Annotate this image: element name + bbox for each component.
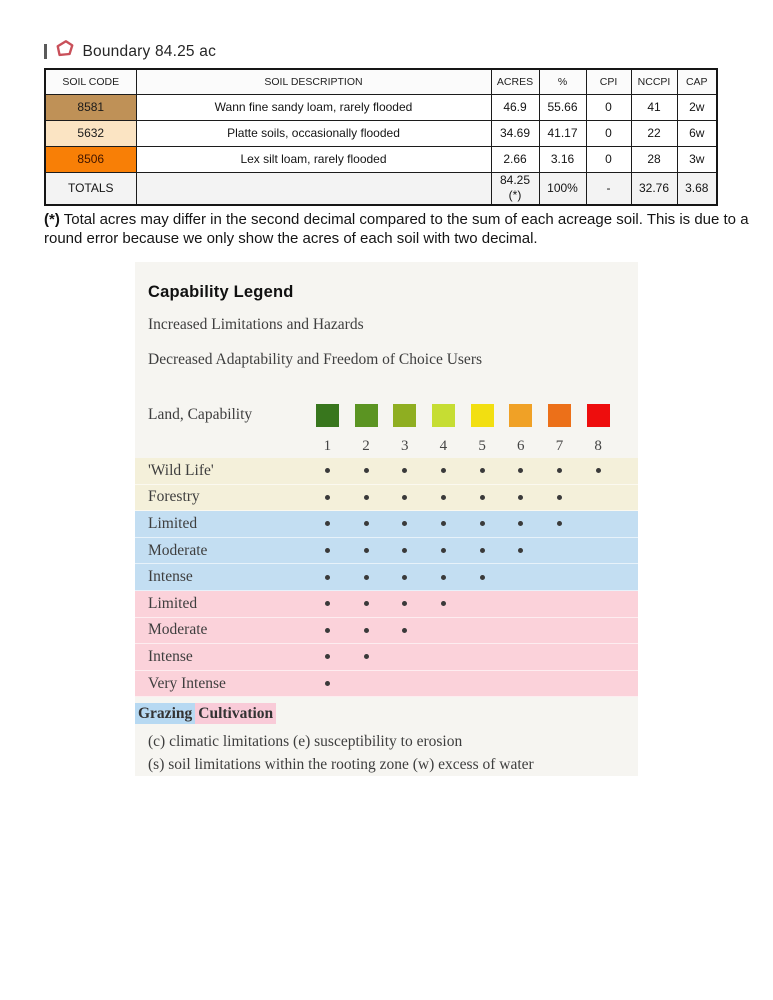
capability-dot	[441, 548, 446, 553]
soil-description-cell: Lex silt loam, rarely flooded	[136, 146, 491, 172]
percent-cell: 3.16	[539, 146, 586, 172]
capability-dot	[480, 548, 485, 553]
capability-dot-cell	[501, 521, 540, 526]
capability-dot	[402, 495, 407, 500]
capability-dot	[364, 521, 369, 526]
table-row	[45, 120, 717, 146]
capability-dot	[325, 548, 330, 553]
capability-row-grazing	[135, 564, 638, 591]
footnote-text: Total acres may differ in the second decimal compared to the sum of each acreage soil. This is due to a round error because we only show the acres of each soil with two decimal.	[44, 211, 749, 248]
col-header-cpi: CPI	[586, 69, 631, 94]
decreased-adaptability-label: Decreased Adaptability and Freedom of Choice Users	[148, 351, 483, 368]
capability-dot-cell	[385, 548, 424, 553]
capability-dot	[325, 601, 330, 606]
class-swatch-cell	[424, 404, 463, 427]
class-color-swatch	[587, 404, 610, 427]
capability-dot-cell	[308, 575, 347, 580]
nccpi-cell: 22	[631, 120, 677, 146]
totals-row	[45, 172, 717, 205]
capability-dot-cell	[424, 575, 463, 580]
class-number-row	[135, 436, 638, 456]
capability-dot-cell	[424, 601, 463, 606]
acres-cell: 46.9	[491, 94, 539, 120]
capability-row-label: Intense	[148, 568, 193, 586]
col-header-cap: CAP	[677, 69, 717, 94]
cpi-cell: 0	[586, 94, 631, 120]
capability-dot	[364, 601, 369, 606]
capability-dot	[557, 495, 562, 500]
land-capability-label: Land, Capability	[148, 406, 253, 423]
capability-dot-cell	[308, 601, 347, 606]
capability-dot-cell	[347, 628, 386, 633]
capability-row-label: Limited	[148, 594, 198, 612]
capability-dot-cell	[308, 521, 347, 526]
land-use-key	[135, 705, 276, 723]
col-header-acres: ACRES	[491, 69, 539, 94]
capability-dot	[402, 601, 407, 606]
capability-dot	[325, 468, 330, 473]
percent-cell: 55.66	[539, 94, 586, 120]
capability-dot-cell	[501, 468, 540, 473]
capability-row-grazing	[135, 538, 638, 565]
capability-dot-cell	[347, 468, 386, 473]
class-number-label: 2	[362, 437, 370, 454]
capability-dot-cell	[308, 628, 347, 633]
capability-dot	[441, 495, 446, 500]
capability-matrix	[135, 458, 638, 697]
capability-dot-cell	[540, 521, 579, 526]
capability-dot-cell	[347, 548, 386, 553]
capability-dot-cell	[385, 601, 424, 606]
capability-dot-cell	[347, 521, 386, 526]
col-header-nccpi: NCCPI	[631, 69, 677, 94]
boundary-header	[44, 39, 216, 64]
class-number-label: 8	[594, 437, 602, 454]
grazing-key-label: Grazing	[135, 703, 195, 724]
table-row	[45, 146, 717, 172]
capability-dot	[441, 521, 446, 526]
class-swatch-cell	[463, 404, 502, 427]
capability-row-cultivation	[135, 671, 638, 698]
capability-dot-cell	[501, 548, 540, 553]
class-swatch-cell	[540, 404, 579, 427]
class-swatch-cell	[501, 404, 540, 427]
capability-dot-cell	[463, 468, 502, 473]
soil-table-header	[45, 69, 717, 94]
capability-row-label: Moderate	[148, 541, 208, 559]
capability-dot-cell	[463, 521, 502, 526]
totals-cap: 3.68	[677, 172, 717, 205]
capability-dot	[441, 575, 446, 580]
cap-cell: 6w	[677, 120, 717, 146]
capability-dot	[325, 495, 330, 500]
soil-description-cell: Platte soils, occasionally flooded	[136, 120, 491, 146]
capability-row-forestry	[135, 485, 638, 512]
capability-dot	[364, 575, 369, 580]
capability-dot	[325, 681, 330, 686]
class-color-swatch	[393, 404, 416, 427]
capability-dot	[557, 521, 562, 526]
class-color-swatch	[548, 404, 571, 427]
soil-code-cell: 8506	[45, 146, 136, 172]
capability-dot-cell	[308, 468, 347, 473]
capability-dot-cell	[540, 495, 579, 500]
capability-dot-cell	[579, 468, 618, 473]
soil-code-cell: 5632	[45, 120, 136, 146]
totals-cpi: -	[586, 172, 631, 205]
class-number-label: 7	[555, 437, 564, 454]
cursor-bar-icon	[44, 44, 47, 59]
capability-dot	[402, 575, 407, 580]
totals-acres: 84.25(*)	[491, 172, 539, 205]
class-number-label: 3	[400, 437, 409, 454]
col-header-percent: %	[539, 69, 586, 94]
capability-row-label: Limited	[148, 514, 198, 532]
capability-dot-cell	[424, 495, 463, 500]
capability-dot-cell	[385, 521, 424, 526]
class-swatch-cell	[385, 404, 424, 427]
capability-dot	[441, 601, 446, 606]
capability-row-label: Very Intense	[148, 674, 226, 692]
acres-cell: 34.69	[491, 120, 539, 146]
capability-row-cultivation	[135, 591, 638, 618]
capability-row-label: Forestry	[148, 488, 200, 506]
class-color-swatch	[509, 404, 532, 427]
capability-dot	[402, 628, 407, 633]
capability-dot-cell	[463, 575, 502, 580]
class-number-label: 6	[517, 437, 525, 454]
capability-row-label: Moderate	[148, 621, 208, 639]
footnote-marker: (*)	[44, 211, 60, 228]
capability-dot	[364, 468, 369, 473]
acres-footnote	[44, 210, 752, 248]
capability-dot	[364, 654, 369, 659]
class-number-label: 4	[439, 437, 448, 454]
class-number-label: 1	[323, 437, 332, 454]
totals-label: TOTALS	[45, 172, 136, 205]
limitations-note-1: (c) climatic limitations (e) susceptibility to erosion	[148, 733, 463, 750]
nccpi-cell: 28	[631, 146, 677, 172]
capability-row-wildlife	[135, 458, 638, 485]
totals-percent: 100%	[539, 172, 586, 205]
capability-dot	[364, 495, 369, 500]
capability-dot	[480, 495, 485, 500]
soil-code-cell: 8581	[45, 94, 136, 120]
capability-dot	[325, 575, 330, 580]
cpi-cell: 0	[586, 146, 631, 172]
capability-dot	[325, 521, 330, 526]
capability-dot	[518, 468, 523, 473]
capability-dot-cell	[347, 575, 386, 580]
capability-dot	[480, 468, 485, 473]
capability-row-grazing	[135, 511, 638, 538]
capability-legend-section	[135, 262, 638, 776]
capability-dot-cell	[463, 495, 502, 500]
capability-dot-cell	[308, 681, 347, 686]
capability-row-cultivation	[135, 618, 638, 645]
capability-dot	[402, 548, 407, 553]
capability-row-label: Intense	[148, 647, 193, 665]
capability-dot	[364, 628, 369, 633]
capability-dot-cell	[501, 495, 540, 500]
class-swatch-cell	[579, 404, 618, 427]
capability-dot	[518, 495, 523, 500]
capability-dot-cell	[424, 521, 463, 526]
class-number-label: 5	[478, 437, 486, 454]
cpi-cell: 0	[586, 120, 631, 146]
capability-dot	[480, 521, 485, 526]
boundary-polygon-icon	[54, 39, 76, 64]
soil-table	[44, 68, 718, 206]
capability-dot-cell	[463, 548, 502, 553]
capability-dot	[518, 548, 523, 553]
totals-nccpi: 32.76	[631, 172, 677, 205]
class-scale-row	[135, 400, 638, 430]
capability-dot	[557, 468, 562, 473]
class-color-swatch	[432, 404, 455, 427]
capability-dot-cell	[385, 468, 424, 473]
class-color-swatch	[471, 404, 494, 427]
percent-cell: 41.17	[539, 120, 586, 146]
page-title: Boundary 84.25 ac	[82, 42, 217, 60]
capability-dot-cell	[347, 601, 386, 606]
capability-row-label: 'Wild Life'	[148, 461, 214, 479]
capability-dot-cell	[424, 548, 463, 553]
col-header-soil-description: SOIL DESCRIPTION	[136, 69, 491, 94]
capability-dot	[364, 548, 369, 553]
class-swatch-cell	[347, 404, 386, 427]
cap-cell: 3w	[677, 146, 717, 172]
acres-cell: 2.66	[491, 146, 539, 172]
capability-dot-cell	[347, 654, 386, 659]
capability-row-cultivation	[135, 644, 638, 671]
capability-legend-title: Capability Legend	[148, 283, 294, 301]
capability-dot	[596, 468, 601, 473]
capability-dot-cell	[308, 495, 347, 500]
soil-description-cell: Wann fine sandy loam, rarely flooded	[136, 94, 491, 120]
capability-dot-cell	[308, 654, 347, 659]
class-color-swatch	[355, 404, 378, 427]
increased-limitations-label: Increased Limitations and Hazards	[148, 316, 364, 333]
capability-dot-cell	[540, 468, 579, 473]
capability-dot-cell	[385, 575, 424, 580]
capability-dot-cell	[424, 468, 463, 473]
capability-dot	[325, 654, 330, 659]
class-color-swatch	[316, 404, 339, 427]
cultivation-key-label: Cultivation	[195, 703, 276, 724]
col-header-soil-code: SOIL CODE	[45, 69, 136, 94]
class-swatch-cell	[308, 404, 347, 427]
capability-dot-cell	[347, 495, 386, 500]
nccpi-cell: 41	[631, 94, 677, 120]
capability-dot	[480, 575, 485, 580]
capability-dot-cell	[385, 495, 424, 500]
capability-dot	[325, 628, 330, 633]
capability-dot	[402, 521, 407, 526]
limitations-note-2: (s) soil limitations within the rooting zone (w) excess of water	[148, 756, 534, 773]
capability-dot	[402, 468, 407, 473]
totals-description-cell	[136, 172, 491, 205]
capability-dot	[441, 468, 446, 473]
table-row	[45, 94, 717, 120]
cap-cell: 2w	[677, 94, 717, 120]
capability-dot-cell	[308, 548, 347, 553]
capability-dot	[518, 521, 523, 526]
capability-dot-cell	[385, 628, 424, 633]
